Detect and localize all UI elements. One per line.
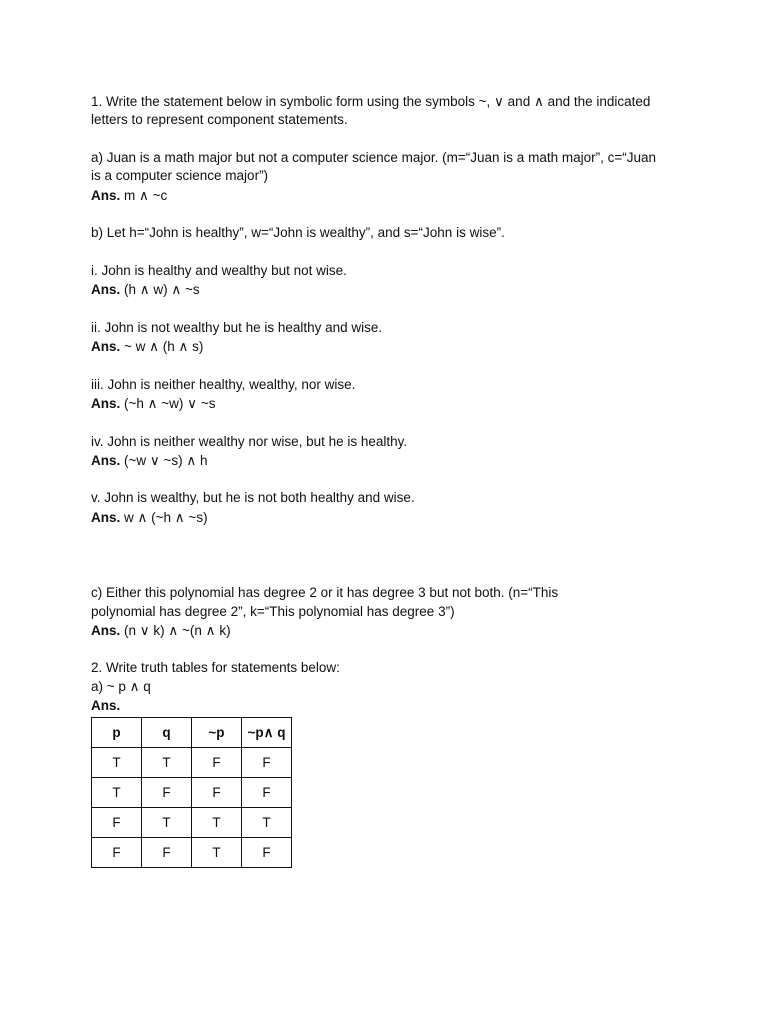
table-row [92,838,292,868]
table-cell: F [92,838,142,868]
part-b-item-v-question: v. John is wealthy, but he is not both healthy and wise. [91,490,415,505]
question-2-answer-label: Ans. [91,698,121,713]
table-cell: T [92,748,142,778]
question-1-line-2: letters to represent component statements. [91,112,348,127]
table-cell: F [192,748,242,778]
part-b-item-ii-question: ii. John is not wealthy but he is healthy and wise. [91,320,383,335]
answer-text: (~h ∧ ~w) ∨ ~s [124,396,216,411]
part-b-item-v-answer [91,509,208,527]
part-c-line-2: polynomial has degree 2”, k=“This polynomial has degree 3”) [91,604,455,619]
table-cell: T [192,838,242,868]
table-header-cell: ~p [192,718,242,748]
part-b-item-ii-answer [91,338,203,356]
answer-text: (n ∨ k) ∧ ~(n ∧ k) [124,623,231,638]
table-cell: F [142,778,192,808]
table-header-cell: ~p∧ q [242,718,292,748]
answer-text: (~w ∨ ~s) ∧ h [124,453,208,468]
answer-text: (h ∧ w) ∧ ~s [124,282,200,297]
truth-table-header-row [92,718,292,748]
answer-text: ~ w ∧ (h ∧ s) [124,339,204,354]
table-cell: F [192,778,242,808]
part-b-item-i-question: i. John is healthy and wealthy but not wise. [91,263,347,278]
part-b-intro: b) Let h=“John is healthy”, w=“John is wealthy”, and s=“John is wise”. [91,225,505,240]
part-a-answer [91,187,167,205]
table-header-cell: p [92,718,142,748]
part-b-item-iv-answer [91,452,208,470]
table-cell: T [242,808,292,838]
table-row [92,778,292,808]
part-b-item-iii-question: iii. John is neither healthy, wealthy, nor wise. [91,377,356,392]
table-cell: F [242,748,292,778]
question-2-sub-a: a) ~ p ∧ q [91,679,151,694]
part-b-item-iii-answer [91,395,215,413]
part-b-item-i-answer [91,281,200,299]
table-cell: T [142,808,192,838]
question-2-line-1: 2. Write truth tables for statements below: [91,660,340,675]
part-c-line-1: c) Either this polynomial has degree 2 or it has degree 3 but not both. (n=“This [91,585,559,600]
answer-label: Ans. [91,188,121,203]
table-cell: F [92,808,142,838]
table-cell: T [92,778,142,808]
answer-label: Ans. [91,453,121,468]
answer-label: Ans. [91,282,121,297]
part-b-item-iv-question: iv. John is neither wealthy nor wise, but he is healthy. [91,434,408,449]
answer-label: Ans. [91,510,121,525]
part-c-answer [91,622,231,640]
answer-label: Ans. [91,339,121,354]
table-cell: F [242,778,292,808]
table-header-cell: q [142,718,192,748]
table-cell: T [192,808,242,838]
truth-table [91,717,292,868]
table-cell: T [142,748,192,778]
question-1-line-1: 1. Write the statement below in symbolic form using the symbols ~, ∨ and ∧ and the indicated [91,94,651,109]
part-a-line-2: is a computer science major”) [91,168,269,183]
table-cell: F [142,838,192,868]
part-a-line-1: a) Juan is a math major but not a computer science major. (m=“Juan is a math major”, c=“Juan [91,150,656,165]
answer-text: w ∧ (~h ∧ ~s) [124,510,208,525]
answer-label: Ans. [91,396,121,411]
table-cell: F [242,838,292,868]
table-row [92,808,292,838]
answer-label: Ans. [91,623,121,638]
answer-text: m ∧ ~c [124,188,168,203]
table-row [92,748,292,778]
